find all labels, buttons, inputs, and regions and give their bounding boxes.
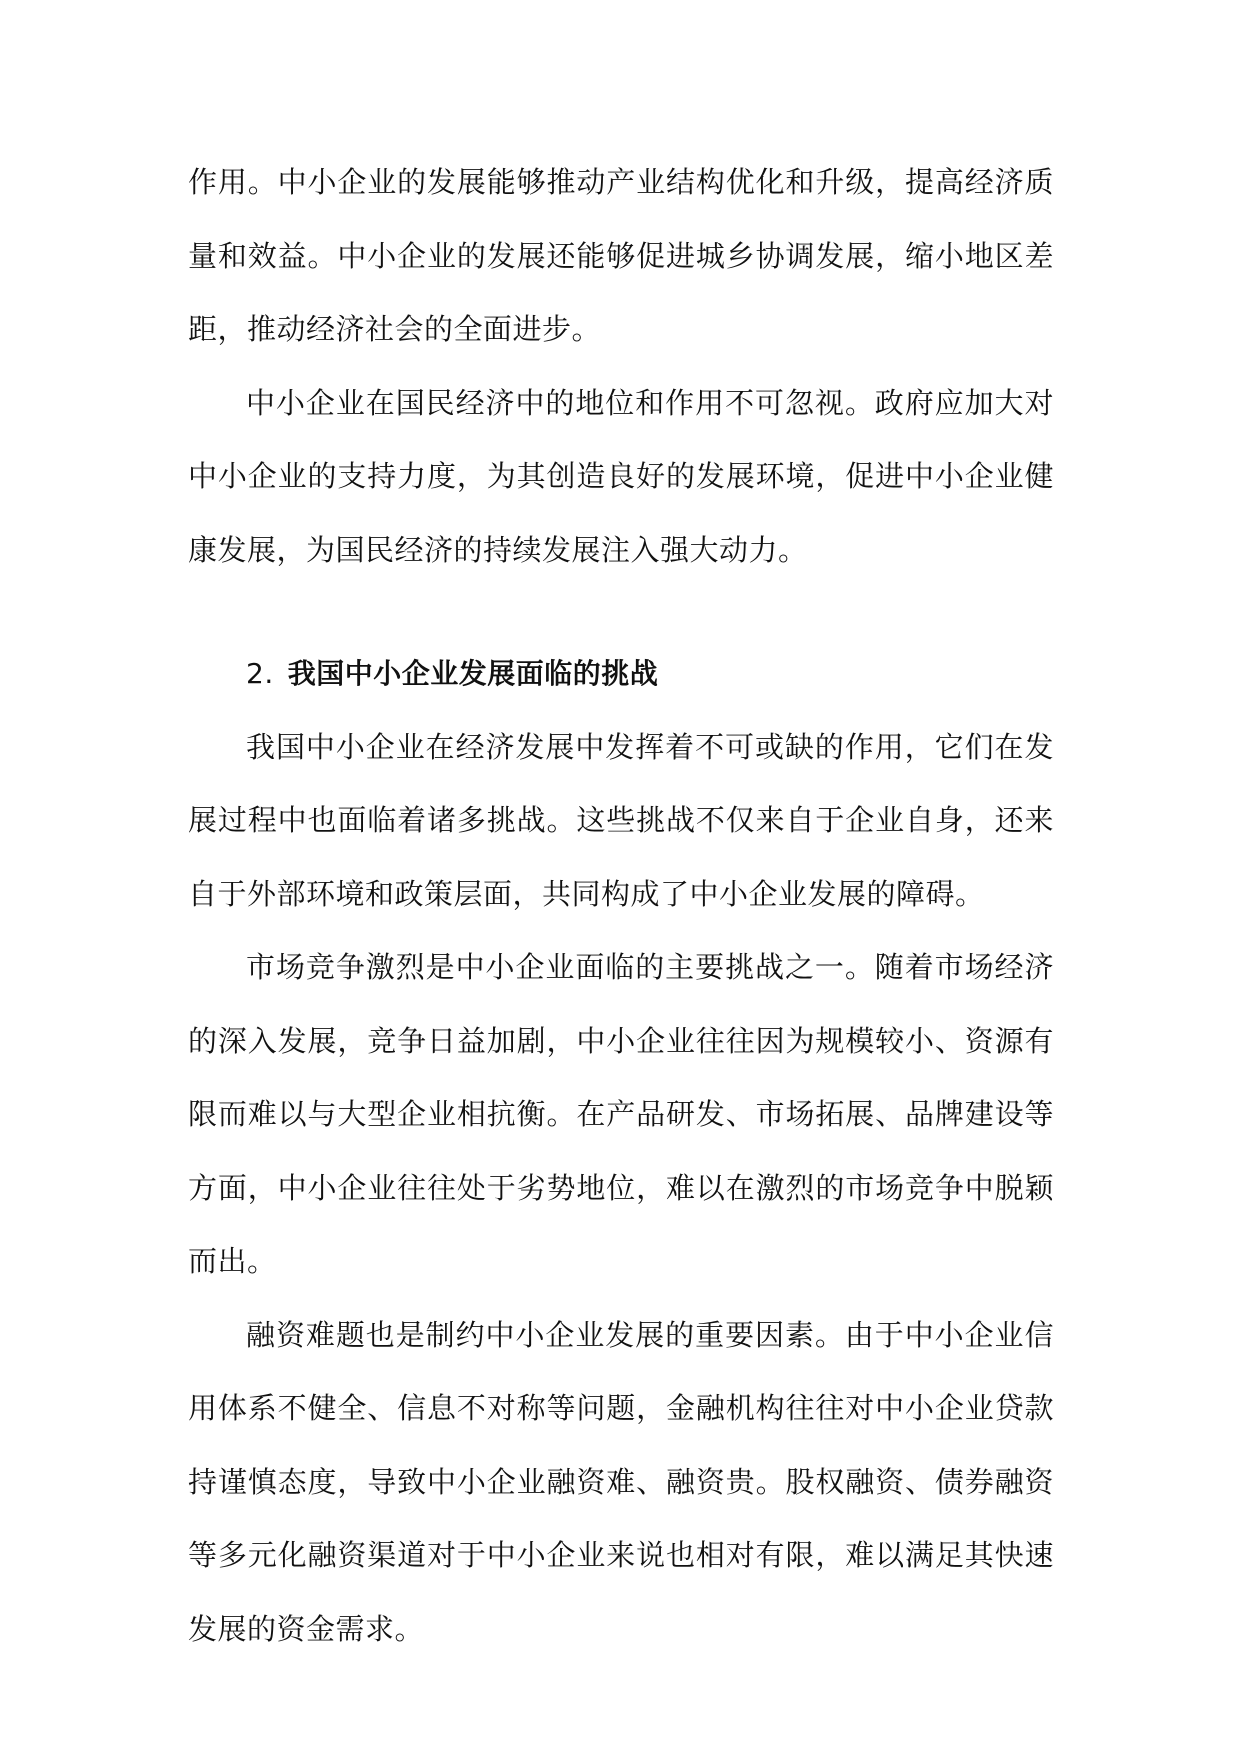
paragraph: 中小企业在国民经济中的地位和作用不可忽视。政府应加大对中小企业的支持力度，为其创造良好的发展环境，促进中小企业健康发展，为国民经济的持续发展注入强大动力。 bbox=[188, 385, 1054, 567]
paragraph: 融资难题也是制约中小企业发展的重要因素。由于中小企业信用体系不健全、信息不对称等问题，金融机构往往对中小企业贷款持谨慎态度，导致中小企业融资难、融资贵。股权融资、债券融资等多元化融资渠道对于中小企业来说也相对有限，难以满足其快速发展的资金需求。 bbox=[188, 1317, 1054, 1646]
section-heading bbox=[188, 637, 1054, 711]
paragraph: 市场竞争激烈是中小企业面临的主要挑战之一。随着市场经济的深入发展，竞争日益加剧，中小企业往往因为规模较小、资源有限而难以与大型企业相抗衡。在产品研发、市场拓展、品牌建设等方面，中小企业往往处于劣势地位，难以在激烈的市场竞争中脱颖而出。 bbox=[188, 950, 1054, 1278]
document-page bbox=[188, 146, 1054, 1666]
section-number: 2. bbox=[246, 657, 274, 690]
section-title: 我国中小企业发展面临的挑战 bbox=[287, 657, 659, 690]
paragraph: 作用。中小企业的发展能够推动产业结构优化和升级，提高经济质量和效益。中小企业的发展还能够促进城乡协调发展，缩小地区差距，推动经济社会的全面进步。 bbox=[188, 165, 1054, 346]
paragraph: 我国中小企业在经济发展中发挥着不可或缺的作用，它们在发展过程中也面临着诸多挑战。这些挑战不仅来自于企业自身，还来自于外部环境和政策层面，共同构成了中小企业发展的障碍。 bbox=[188, 729, 1054, 911]
